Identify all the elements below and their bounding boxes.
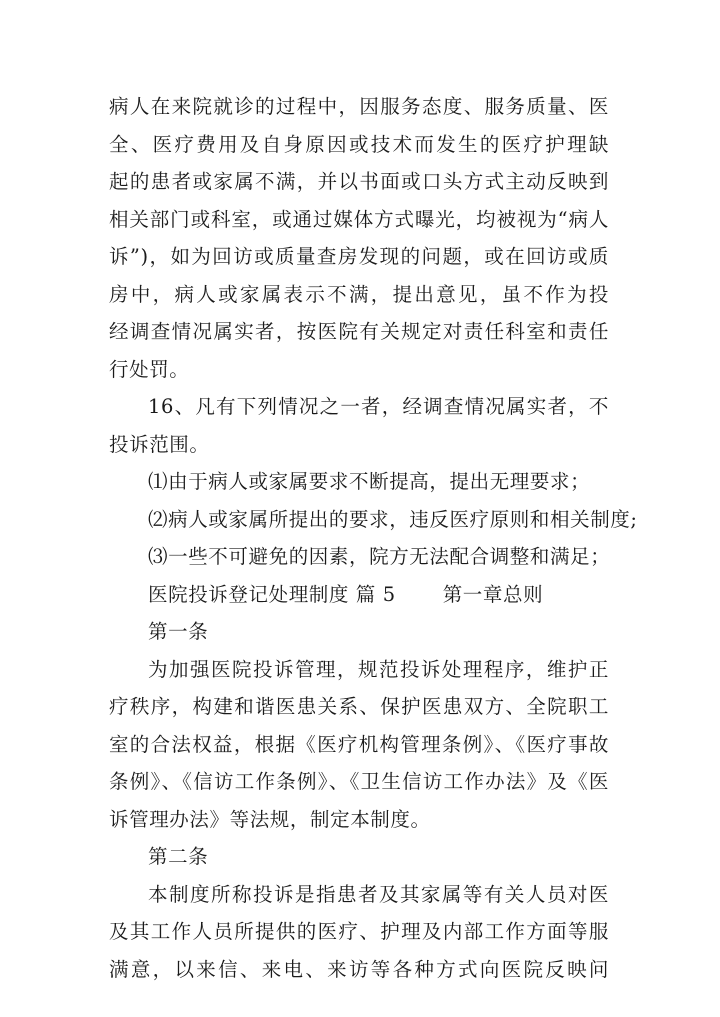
clause-16-line: 16、凡有下列情况之一者，经调查情况属实者，不 xyxy=(148,395,609,418)
paragraph-line: 疗秩序，构建和谐医患关系、保护医患双方、全院职工 xyxy=(109,695,609,718)
article-heading: 第二条 xyxy=(148,845,209,868)
paragraph-line: 室的合法权益，根据《医疗机构管理条例》、《医疗事故 xyxy=(109,733,609,756)
paragraph-line: 行处罚。 xyxy=(109,358,190,381)
paragraph-line: 本制度所称投诉是指患者及其家属等有关人员对医 xyxy=(148,883,609,906)
paragraph-line: 病人在来院就诊的过程中，因服务态度、服务质量、医 xyxy=(109,95,609,118)
paragraph-line: 诉管理办法》等法规，制定本制度。 xyxy=(109,808,431,831)
clause-16-line: 投诉范围。 xyxy=(109,433,210,456)
article-heading: 第一条 xyxy=(148,620,209,643)
paragraph-line: 经调查情况属实者，按医院有关规定对责任科室和责任 xyxy=(109,320,609,343)
paragraph-line: 全、医疗费用及自身原因或技术而发生的医疗护理缺 xyxy=(109,133,609,156)
paragraph-line: 及其工作人员所提供的医疗、护理及内部工作方面等服 xyxy=(109,920,609,943)
paragraph-line: 条例》、《信访工作条例》、《卫生信访工作办法》及《医 xyxy=(109,770,609,793)
list-item: ⑴由于病人或家属要求不断提高，提出无理要求； xyxy=(148,470,591,493)
list-item: ⑶一些不可避免的因素，院方无法配合调整和满足； xyxy=(148,545,611,568)
paragraph-line: 房中，病人或家属表示不满，提出意见，虽不作为投 xyxy=(109,283,609,306)
paragraph-line: 满意，以来信、来电、来访等各种方式向医院反映问 xyxy=(109,958,609,981)
paragraph-line: 起的患者或家属不满，并以书面或口头方式主动反映到 xyxy=(109,170,609,193)
paragraph-line: 为加强医院投诉管理，规范投诉处理程序，维护正 xyxy=(148,658,609,681)
section-heading: 医院投诉登记处理制度 篇 5 第一章总则 xyxy=(148,583,544,606)
paragraph-line: 诉”)，如为回访或质量查房发现的问题，或在回访或质 xyxy=(109,245,609,268)
list-item: ⑵病人或家属所提出的要求，违反医疗原则和相关制度; xyxy=(148,508,638,531)
paragraph-line: 相关部门或科室，或通过媒体方式曝光，均被视为“病人 xyxy=(109,208,609,231)
